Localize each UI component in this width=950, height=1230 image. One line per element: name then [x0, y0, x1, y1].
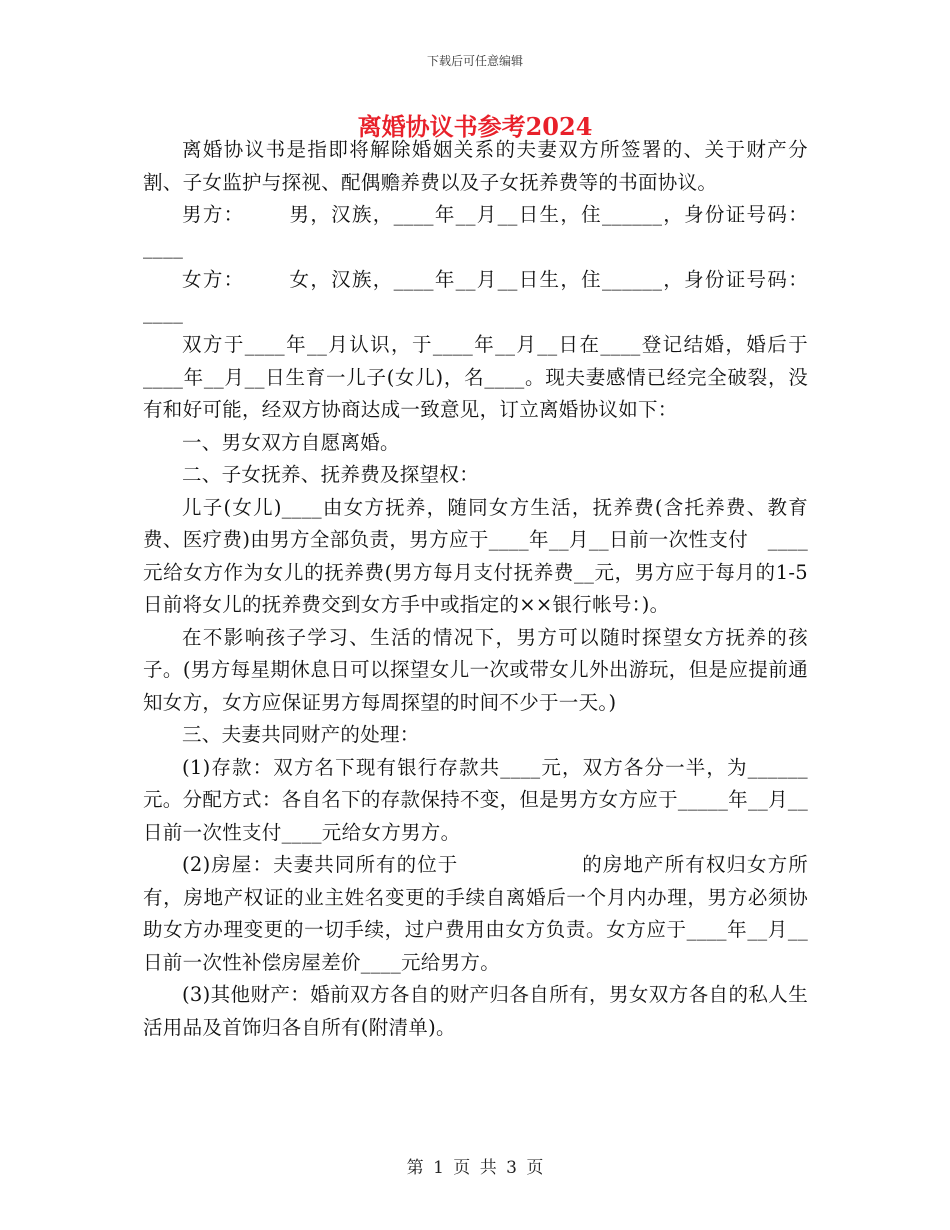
clause-3-deposits: (1)存款：双方名下现有银行存款共____元，双方各分一半，为______元。分配方式：各自名下的存款保持不变，但是男方女方应于_____年__月__日前一次性支付____元给女方男方。 [143, 755, 808, 844]
page-header: 下载后可任意编辑 [426, 54, 523, 68]
clause-2-custody: 儿子(女儿)____由女方抚养，随同女方生活，抚养费(含托养费、教育费、医疗费)由男方全部负责，男方应于____年__月__日前一次性支付 ____元给女方作为女儿的抚养费(男方每月支付抚养费__元，男方应于每月的1-5日前将女儿的抚养费交到女方手中或指定的××银行帐号：)。 [143, 495, 808, 616]
paragraph-female-party: 女方： 女，汉族，____年__月__日生，住______，身份证号码：____ [143, 268, 808, 324]
paragraph-intro: 离婚协议书是指即将解除婚姻关系的夫妻双方所签署的、关于财产分割、子女监护与探视、配偶赡养费以及子女抚养费等的书面协议。 [143, 138, 808, 194]
clause-3-heading: 三、夫妻共同财产的处理： [182, 723, 420, 746]
paragraph-male-party: 男方： 男，汉族，____年__月__日生，住______，身份证号码：____ [143, 203, 808, 259]
clause-3-other-property: (3)其他财产：婚前双方各自的财产归各自所有，男女双方各自的私人生活用品及首饰归各自所有(附清单)。 [143, 983, 808, 1039]
paragraph-marriage-info: 双方于____年__月认识，于____年__月__日在____登记结婚，婚后于____年__月__日生育一儿子(女儿)，名____。现夫妻感情已经完全破裂，没有和好可能，经双方协商达成一致意见，订立离婚协议如下： [143, 333, 808, 421]
clause-1: 一、男女双方自愿离婚。 [182, 430, 400, 454]
document-title: 离婚协议书参考2024 [357, 112, 593, 141]
clause-3-house: (2)房屋：夫妻共同所有的位于 的房地产所有权归女方所有，房地产权证的业主姓名变更的手续自离婚后一个月内办理，男方必须协助女方办理变更的一切手续，过户费用由女方负责。女方应于____年__月__日前一次性补偿房屋差价____元给男方。 [143, 853, 808, 974]
clause-2-heading: 二、子女抚养、抚养费及探望权： [182, 463, 480, 486]
document-body [143, 134, 808, 1044]
clause-2-visitation: 在不影响孩子学习、生活的情况下，男方可以随时探望女方抚养的孩子。(男方每星期休息日可以探望女儿一次或带女儿外出游玩，但是应提前通知女方，女方应保证男方每周探望的时间不少于一天。) [143, 625, 808, 714]
page-footer: 第 1 页 共 3 页 [406, 1158, 544, 1178]
